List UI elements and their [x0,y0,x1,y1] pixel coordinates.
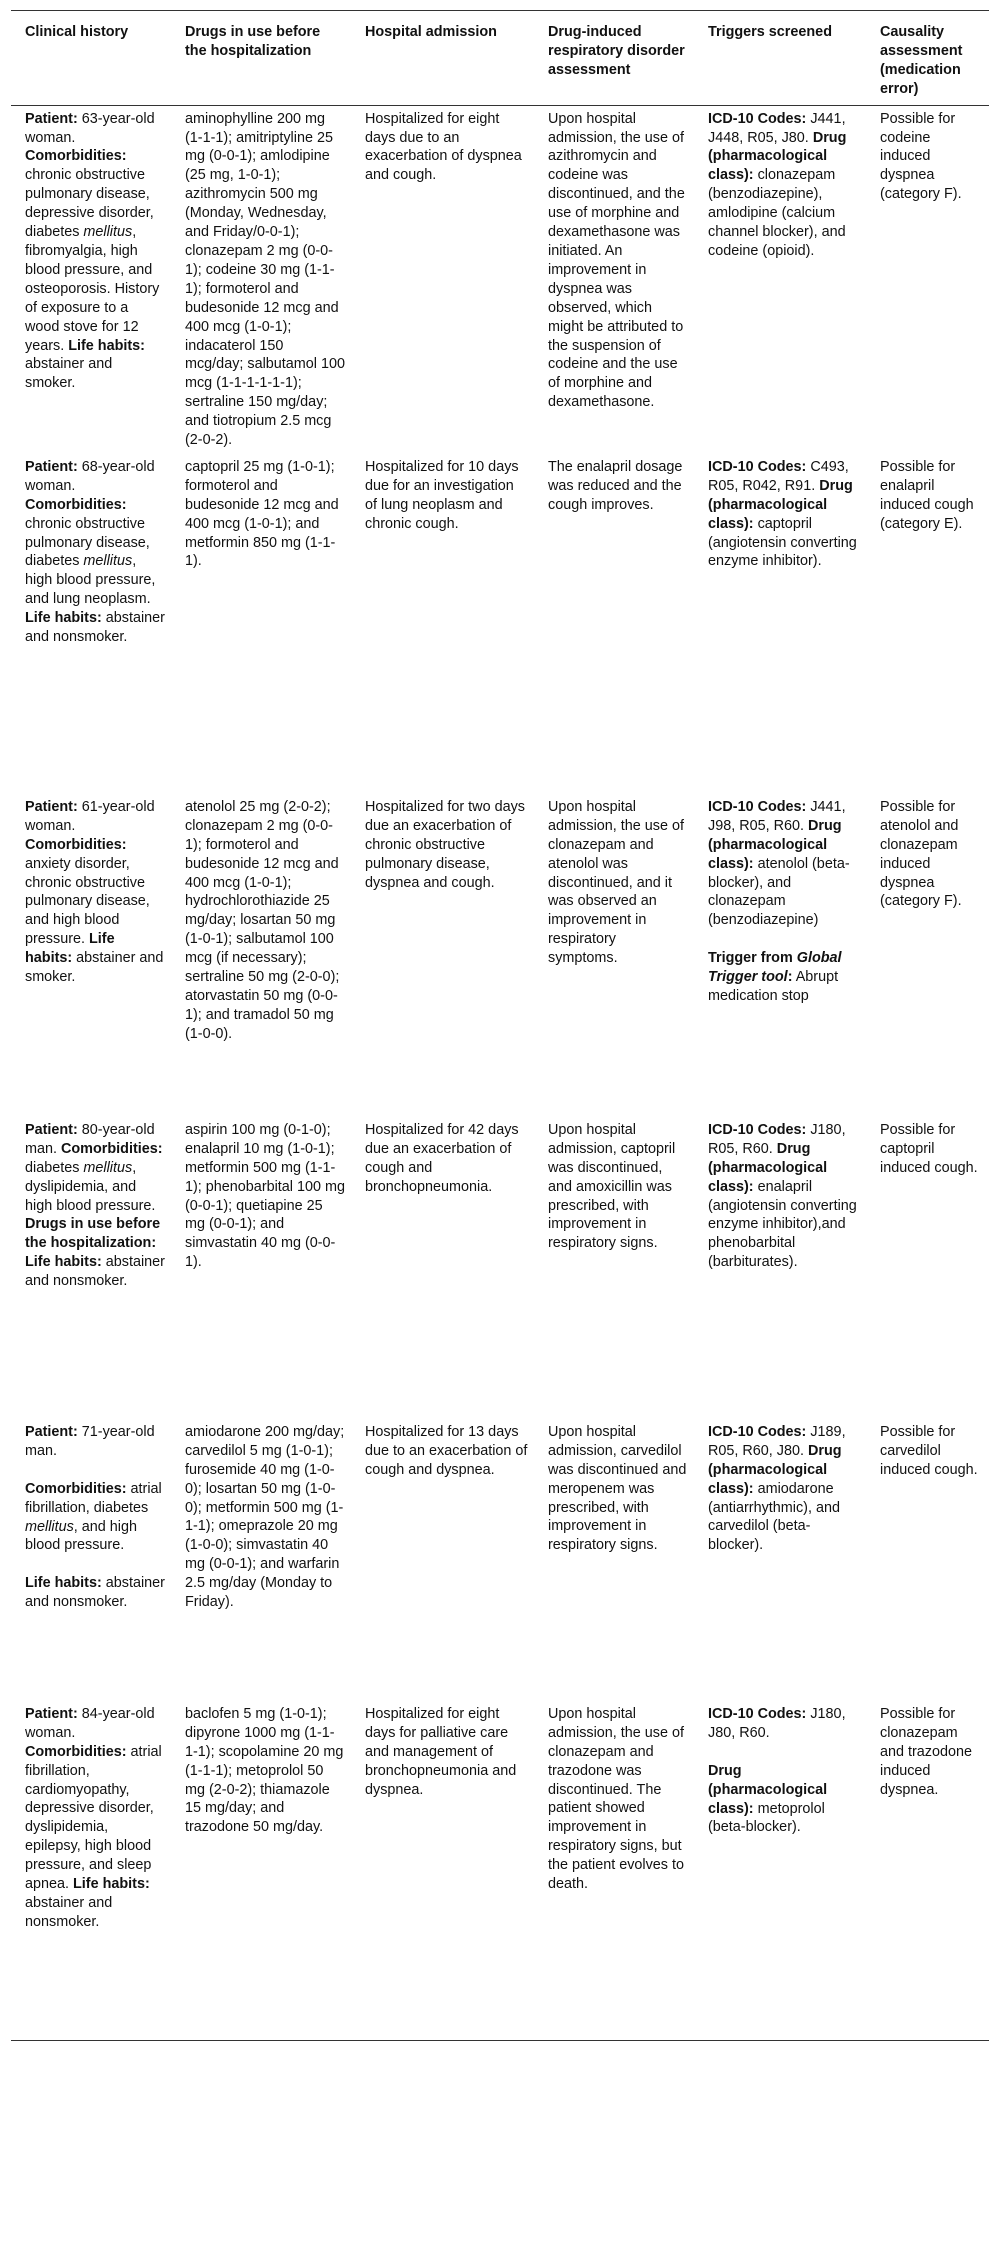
clinical-history-cell [11,1117,171,1419]
admission-cell: Hospitalized for 10 days due for an investigation of lung neoplasm and chronic cough. [365,458,519,532]
table-header [11,11,989,106]
life-habits-text: abstainer and smoker. [25,356,113,392]
drug-class-text: amiodarone (antiarrhythmic), and carvedilol (beta-blocker). [708,1480,840,1554]
patient-label: Patient: [25,1121,78,1138]
patient-text: 68-year-old woman. [25,458,155,494]
drug-class-label: Drug (pharmacological class): [708,1442,842,1497]
triggers-cell [694,105,866,454]
trigger-text: Abrupt medication stop [708,969,839,1005]
assessment-cell: Upon hospital admission, the use of azithromycin and codeine was discontinued, and the use of morphine and dexamethasone was initiated. An improvement in dyspnea was observed, which might be attributed to the suspension of codeine and the use of morphine and dexamethasone. [548,110,685,411]
icd-text: J441, J98, R05, R60. [708,798,846,834]
patient-text: 80-year-old man. [25,1121,155,1157]
patient-label: Patient: [25,1705,78,1722]
icd-label: ICD-10 Codes: [708,1121,807,1138]
patient-text: 84-year-old woman. [25,1705,155,1741]
patient-label: Patient: [25,458,78,475]
spacer [708,1743,860,1762]
drugs-cell: baclofen 5 mg (1-0-1); dipyrone 1000 mg (1-1-1-1); scopolamine 20 mg (1-1-1); metoprolol 50 mg (2-0-2); thiamazole 15 mg/day; and trazodone 50 mg/day. [185,1705,344,1836]
drug-class-label: Drug (pharmacological class): [708,477,853,532]
admission-cell: Hospitalized for 42 days due an exacerbation of cough and bronchopneumonia. [365,1121,519,1195]
life-habits-label: Life habits: [25,1575,102,1592]
header-row [11,11,989,106]
icd-text: J441, J448, R05, J80. [708,110,846,146]
icd-label: ICD-10 Codes: [708,798,807,815]
comorbidities-label: Comorbidities: [25,1743,127,1760]
comorbidities-text: , high blood pressure, and lung neoplasm. [25,553,156,608]
causality-cell: Possible for atenolol and clonazepam induced dyspnea (category F). [880,798,962,910]
patient-text: 61-year-old woman. [25,798,155,834]
admission-cell: Hospitalized for two days due an exacerbation of chronic obstructive pulmonary disease, dyspnea and cough. [365,798,525,891]
patient-label: Patient: [25,110,78,127]
triggers-cell [694,794,866,1117]
patient-label: Patient: [25,798,78,815]
header-triggers: Triggers screened [708,24,832,40]
clinical-history-cell [11,454,171,794]
life-habits-label: Life habits: [73,1876,150,1893]
colon-label: : [787,969,793,986]
comorbidities-text: chronic obstructive pulmonary disease, depressive disorder, diabetes [25,167,154,241]
drug-class-text: atenolol (beta-blocker), and clonazepam (benzodiazepine) [708,855,850,929]
life-habits-label: Life habits: [25,1254,102,1271]
comorbidities-label: Comorbidities: [25,1480,127,1497]
causality-cell: Possible for carvedilol induced cough. [880,1423,978,1478]
comorbidities-text: atrial fibrillation, cardiomyopathy, depressive disorder, dyslipidemia, epilepsy, high blood pressure, and sleep apnea. [25,1743,162,1893]
comorbidities-text: , dyslipidemia, and high blood pressure. [25,1159,156,1214]
assessment-cell: Upon hospital admission, the use of clonazepam and trazodone was discontinued. The patient showed improvement in respiratory signs, but the patient evolves to death. [548,1705,685,1893]
icd-label: ICD-10 Codes: [708,1423,807,1440]
drugs-cell: aspirin 100 mg (0-1-0); enalapril 10 mg (1-0-1); metformin 500 mg (1-1-1); phenobarbital 100 mg (0-0-1); quetiapine 25 mg (0-0-1); and simvastatin 40 mg (0-0-1). [185,1121,346,1271]
table-row [11,794,989,1117]
assessment-cell: Upon hospital admission, the use of clonazepam and atenolol was discontinued, and it was observed an improvement in respiratory symptoms. [548,798,684,967]
icd-text: C493, R05, R042, R91. [708,458,849,494]
clinical-history-cell [11,1419,171,1701]
icd-label: ICD-10 Codes: [708,1705,807,1722]
comorbidities-text: chronic obstructive pulmonary disease, diabetes [25,515,150,570]
icd-text: J180, R05, R60. [708,1121,846,1157]
life-habits-text: abstainer and nonsmoker. [25,610,165,646]
admission-cell: Hospitalized for eight days for palliative care and management of bronchopneumonia and dyspnea. [365,1705,517,1798]
life-habits-label: Life habits: [68,337,145,354]
comorbidities-label: Comorbidities: [25,148,127,165]
clinical-history-cell [11,1701,171,2041]
mellitus-text: mellitus [25,1518,74,1535]
patient-text: 63-year-old woman. [25,110,155,146]
drug-class-label: Drug (pharmacological class): [708,1140,828,1195]
comorbidities-label: Comorbidities: [61,1140,163,1157]
causality-cell: Possible for clonazepam and trazodone induced dyspnea. [880,1705,973,1798]
icd-text: J189, R05, R60, J80. [708,1423,846,1459]
table-row [11,1419,989,1701]
drugs-cell: captopril 25 mg (1-0-1); formoterol and budesonide 12 mcg and 400 mcg (1-0-1); and metformin 850 mg (1-1-1). [185,458,339,570]
global-trigger-tool-label: Global Trigger tool [708,950,842,986]
clinical-history-cell [11,794,171,1117]
patient-text: 71-year-old man. [25,1423,155,1459]
icd-text: J180, J80, R60. [708,1705,846,1741]
table-row [11,454,989,794]
table-row [11,105,989,454]
comorbidities-text: , and high blood pressure. [25,1518,137,1554]
drug-class-label: Drug (pharmacological class): [708,1762,828,1817]
drugs-before-label: Drugs in use before the hospitalization: [25,1216,161,1252]
spacer [25,1461,165,1480]
comorbidities-label: Comorbidities: [25,836,127,853]
drug-class-text: metoprolol (beta-blocker). [708,1800,825,1836]
trigger-from-label: Trigger from [708,950,793,967]
assessment-cell: Upon hospital admission, carvedilol was discontinued and meropenem was prescribed, with improvement in respiratory signs. [548,1423,687,1554]
life-habits-text: abstainer and nonsmoker. [25,1254,165,1290]
triggers-cell [694,1117,866,1419]
drug-class-text: captopril (angiotensin converting enzyme inhibitor). [708,515,857,570]
triggers-cell [694,454,866,794]
drugs-cell: aminophylline 200 mg (1-1-1); amitriptyline 25 mg (0-0-1); amlodipine (25 mg, 1-0-1); azithromycin 500 mg (Monday, Wednesday, and Friday/0-0-1); clonazepam 2 mg (0-0-1); codeine 30 mg (1-1-1); formoterol and budesonide 12 mcg and 400 mcg (1-0-1); indacaterol 150 mcg/day; salbutamol 100 mcg (1-1-1-1-1-1); sertraline 150 mg/day; and tiotropium 2.5 mcg (2-0-2). [185,110,345,449]
assessment-cell: Upon hospital admission, captopril was discontinued, and amoxicillin was prescribed, with improvement in respiratory signs. [548,1121,676,1252]
spacer [708,930,860,949]
life-habits-label: Life habits: [25,931,115,967]
drug-class-label: Drug (pharmacological class): [708,817,842,872]
causality-cell: Possible for captopril induced cough. [880,1121,978,1176]
drugs-cell: atenolol 25 mg (2-0-2); clonazepam 2 mg (0-0-1); formoterol and budesonide 12 mcg and 400 mcg (1-0-1); hydrochlorothiazide 25 mg/day; losartan 50 mg (1-0-1); salbutamol 100 mcg (if necessary); sertraline 50 mg (2-0-0); atorvastatin 50 mg (0-0-1); and tramadol 50 mg (1-0-0). [185,798,340,1042]
case-table [11,10,989,2041]
life-habits-label: Life habits: [25,610,102,627]
triggers-cell [694,1419,866,1701]
header-causality: Causality assessment (medication error) [880,24,963,97]
clinical-history-cell [11,105,171,454]
life-habits-text: abstainer and nonsmoker. [25,1575,165,1611]
patient-label: Patient: [25,1423,78,1440]
drug-class-text: enalapril (angiotensin converting enzyme inhibitor),and phenobarbital (barbiturates). [708,1178,857,1271]
drug-class-label: Drug (pharmacological class): [708,129,847,184]
drug-class-text: clonazepam (benzodiazepine), amlodipine (calcium channel blocker), and codeine (opioid). [708,167,846,259]
comorbidities-text: anxiety disorder, chronic obstructive pulmonary disease, and high blood pressure. [25,855,150,948]
table-row [11,1701,989,2041]
assessment-cell: The enalapril dosage was reduced and the cough improves. [548,458,683,513]
life-habits-text: abstainer and smoker. [25,950,164,986]
admission-cell: Hospitalized for 13 days due to an exacerbation of cough and dyspnea. [365,1423,528,1478]
header-hospital-admission: Hospital admission [365,24,497,40]
admission-cell: Hospitalized for eight days due to an exacerbation of dyspnea and cough. [365,110,522,184]
spacer [25,1555,165,1574]
header-clinical-history: Clinical history [25,24,129,40]
header-assessment: Drug-induced respiratory disorder assessment [548,24,685,78]
comorbidities-label: Comorbidities: [25,496,127,513]
causality-cell: Possible for codeine induced dyspnea (category F). [880,110,962,203]
comorbidities-text: atrial fibrillation, diabetes [25,1480,162,1516]
drugs-cell: amiodarone 200 mg/day; carvedilol 5 mg (1-0-1); furosemide 40 mg (1-0-0); losartan 50 mg (1-0-0); metformin 500 mg (1-1-1); omeprazole 20 mg (1-0-0); simvastatin 40 mg (0-0-1); and warfarin 2.5 mg/day (Monday to Friday). [185,1423,345,1611]
life-habits-text: abstainer and nonsmoker. [25,1895,113,1930]
mellitus-text: mellitus [83,553,133,570]
header-drugs-before: Drugs in use before the hospitalization [185,24,321,59]
causality-cell: Possible for enalapril induced cough (category E). [880,458,974,532]
icd-label: ICD-10 Codes: [708,110,807,127]
triggers-cell [694,1701,866,2041]
icd-label: ICD-10 Codes: [708,458,807,475]
mellitus-text: mellitus [83,1159,133,1176]
comorbidities-text: diabetes [25,1159,80,1176]
mellitus-text: mellitus [83,224,133,241]
comorbidities-text: , fibromyalgia, high blood pressure, and osteoporosis. History of exposure to a wood stove for 12 years. [25,224,160,354]
table-row [11,1117,989,1419]
table-body [11,105,989,2041]
